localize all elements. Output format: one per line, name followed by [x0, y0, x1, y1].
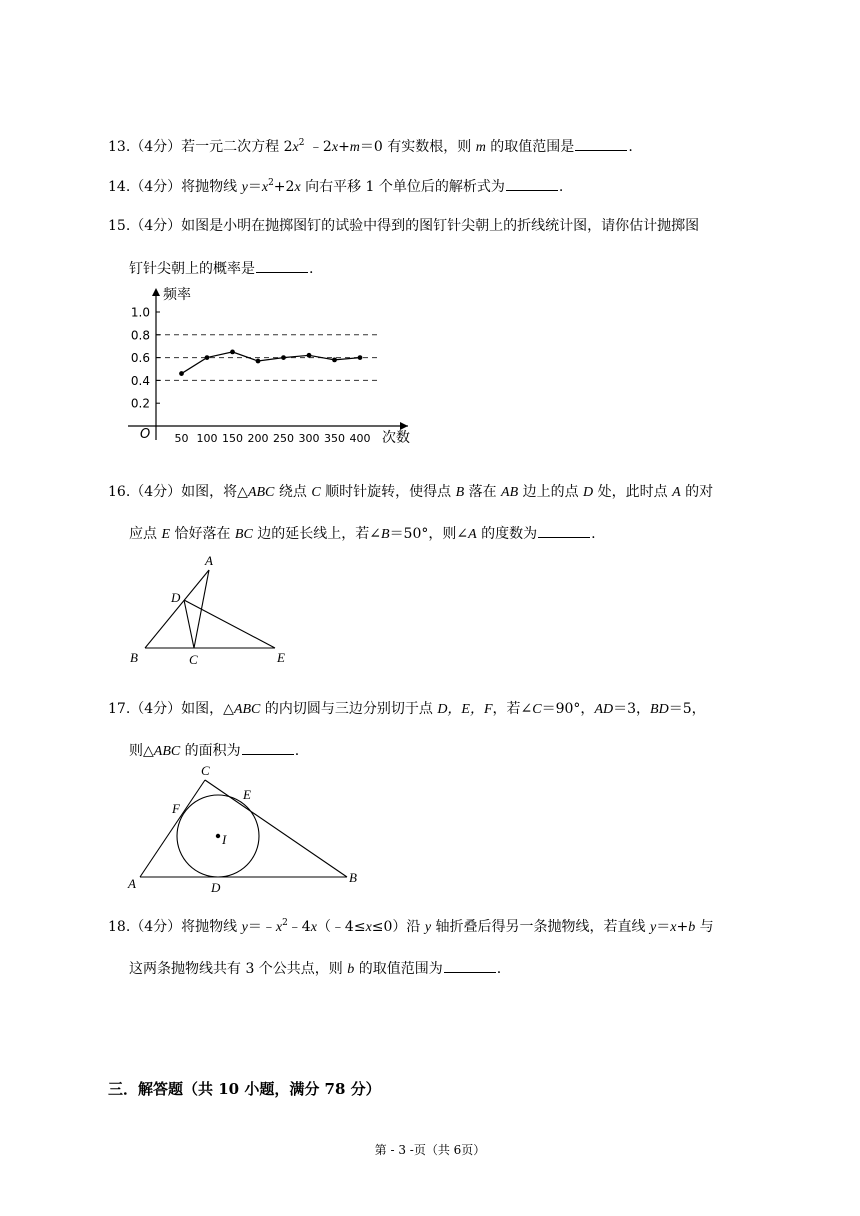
- data-point: [307, 353, 312, 358]
- question-16-line-1: 16.（4分）如图，将△ABC 绕点 C 顺时针旋转，使得点 B 落在 AB 边上的点 D 处，此时点 A 的对: [108, 484, 714, 500]
- label-b: B: [349, 870, 357, 885]
- x-axis-label: 次数: [382, 430, 410, 446]
- label-a: A: [205, 553, 213, 568]
- y-tick-label: 0.8: [130, 328, 150, 343]
- data-point: [230, 350, 235, 355]
- question-13: 13.（4分）若一元二次方程 $2x^2$ ﹣2x+m＝0 有实数根，则 m 的取值范围是 .: [108, 138, 633, 155]
- segment-ac: [140, 780, 205, 877]
- x-tick-label: 400: [349, 432, 371, 445]
- y-tick-label: 0.2: [130, 396, 150, 411]
- x-axis-arrow: [400, 422, 408, 430]
- data-point: [281, 355, 286, 360]
- segment-de: [184, 600, 275, 648]
- segment-ab: [145, 570, 209, 648]
- data-point: [358, 355, 363, 360]
- label-f: F: [172, 801, 180, 816]
- answer-blank: [256, 258, 308, 273]
- label-d: D: [211, 880, 221, 895]
- data-point: [332, 357, 337, 362]
- y-tick-label: 0.6: [130, 351, 150, 366]
- incenter-point: [216, 834, 220, 838]
- x-tick-label: 350: [324, 432, 345, 445]
- incircle-triangle-figure: [125, 760, 370, 895]
- data-point: [256, 359, 261, 364]
- x-tick-label: 200: [247, 432, 269, 445]
- rotation-triangle-figure: [125, 550, 300, 670]
- y-tick-label: 1.0: [130, 305, 150, 320]
- answer-blank: [538, 523, 590, 538]
- data-point: [179, 371, 184, 376]
- question-18-line-1: 18.（4分）将抛物线 $y=﹣x^2﹣4x(﹣4\le x\le 0)$沿 y 轴折叠后得另一条抛物线，若直线 y＝x+b 与: [108, 918, 714, 935]
- y-tick-label: 0.4: [130, 373, 150, 388]
- x-tick-label: 100: [196, 432, 218, 445]
- label-c: C: [189, 652, 198, 667]
- y-axis-label: 频率: [163, 287, 191, 303]
- label-i: I: [222, 832, 227, 847]
- page-footer: 第 - 3 -页（共 6页）: [374, 1143, 486, 1157]
- origin-label: O: [140, 427, 151, 442]
- question-16-line-2: 应点 E 恰好落在 BC 边的延长线上，若∠B＝50°，则∠A 的度数为 .: [129, 523, 596, 545]
- section-heading: 三．解答题（共 10 小题，满分 78 分）: [108, 1080, 381, 1098]
- x-tick-label: 250: [273, 432, 294, 445]
- question-15-line-1: 15.（4分）如图是小明在抛掷图钉的试验中得到的图钉针尖朝上的折线统计图，请你估计抛掷图: [108, 218, 700, 234]
- segment-dc: [184, 600, 194, 648]
- label-c: C: [201, 763, 210, 778]
- x-tick-label: 300: [298, 432, 320, 445]
- question-15-line-2: 钉针尖朝上的概率是 .: [129, 258, 313, 279]
- label-b: B: [130, 650, 138, 665]
- series-line: [182, 352, 361, 374]
- label-e: E: [243, 787, 251, 802]
- answer-blank: [506, 176, 558, 191]
- answer-blank: [242, 740, 294, 755]
- x-tick-label: 50: [174, 432, 189, 445]
- question-17-line-2: 则△ABC 的面积为 .: [129, 740, 299, 762]
- question-18-line-2: 这两条抛物线共有 3 个公共点，则 b 的取值范围为 .: [129, 958, 501, 980]
- segment-cb: [205, 780, 347, 877]
- answer-blank: [575, 136, 627, 151]
- label-a: A: [128, 876, 136, 891]
- answer-blank: [444, 958, 496, 973]
- data-point: [205, 355, 210, 360]
- frequency-line-chart: [120, 282, 420, 452]
- question-17-line-1: 17.（4分）如图，△ABC 的内切圆与三边分别切于点 D，E，F，若∠C＝90°，AD＝3，BD＝5，: [108, 701, 706, 717]
- question-14: 14.（4分）将抛物线 $y=x^2+2x$ 向右平移 1 个单位后的解析式为 .: [108, 178, 564, 195]
- label-e: E: [277, 650, 285, 665]
- label-d: D: [171, 590, 181, 605]
- x-tick-label: 150: [222, 432, 243, 445]
- y-axis-arrow: [152, 288, 160, 296]
